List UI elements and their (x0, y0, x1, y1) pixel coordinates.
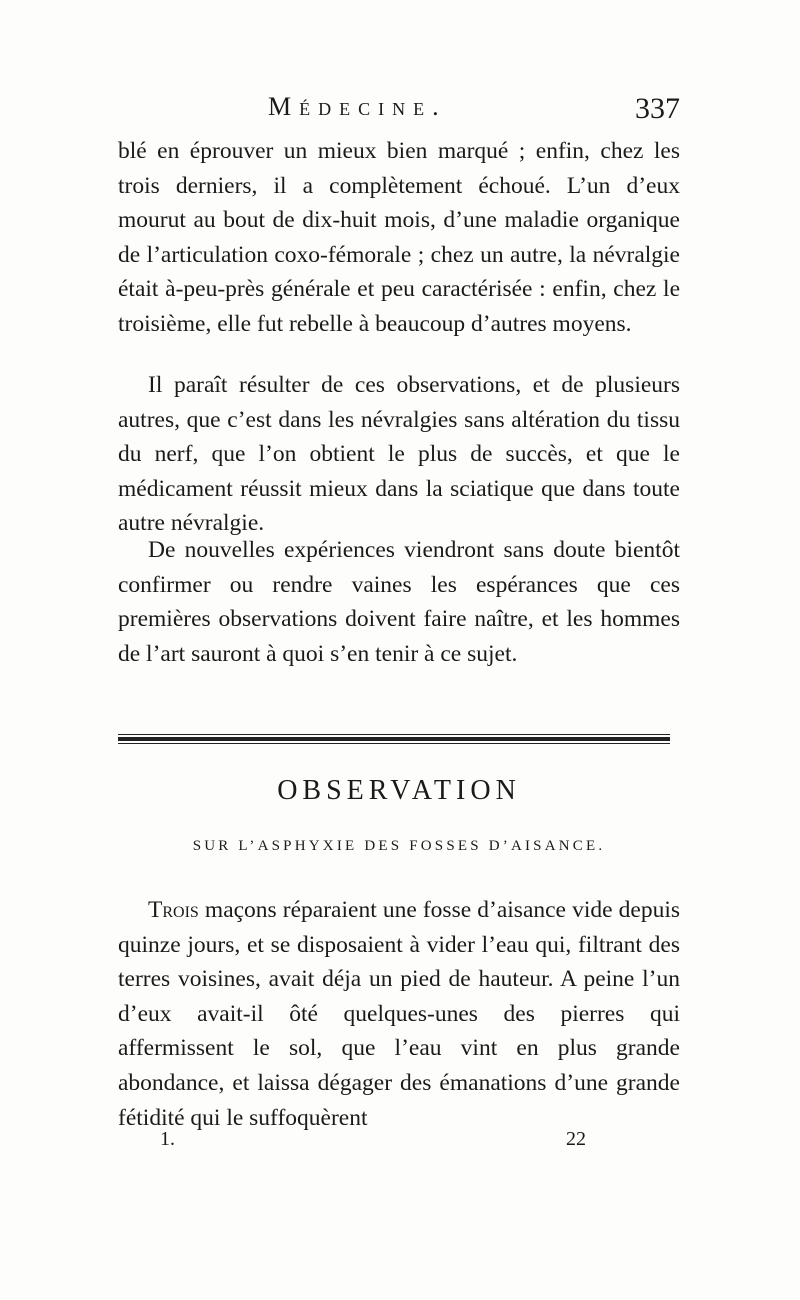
page-footer (118, 1128, 598, 1158)
paragraph-outlook (118, 533, 680, 671)
running-head (118, 92, 680, 132)
paragraph-text: blé en éprouver un mieux bien marqué ; enfin, chez les trois derniers, il a complètement échoué. L’un d’eux mourut au bout de dix-huit mois, d’une maladie organique de l’articulation coxo-fémorale ; chez un autre, la névralgie était à-peu-près générale et peu caractérisée : enfin, chez le troisième, elle fut rebelle à beaucoup d’autres moyens. (118, 138, 680, 337)
paragraph-text (118, 893, 680, 1135)
paragraph-observation (118, 893, 680, 1135)
signature-mark: 1. (160, 1128, 175, 1150)
signature-number: 22 (566, 1128, 586, 1150)
page-number: 337 (635, 92, 680, 125)
paragraph-conclusion (118, 368, 680, 541)
paragraph-continuation (118, 134, 680, 342)
lead-word: Trois (148, 897, 199, 923)
running-title: Médecine. (268, 92, 447, 121)
article-subtitle: SUR L’ASPHYXIE DES FOSSES D’AISANCE. (192, 838, 606, 854)
paragraph-body: maçons réparaient une fosse d’aisance vide depuis quinze jours, et se disposaient à vider l’eau qui, filtrant des terres voisines, avait déja un pied de hauteur. A peine l’un d’eux avait-il ôté quelques-unes des pierres qui affermissent le sol, que l’eau vint en plus grande abondance, et laissa dégager des émanations d’une grande fétidité qui le suffoquèrent (118, 897, 680, 1131)
paragraph-text: De nouvelles expériences viendront sans doute bientôt confirmer ou rendre vaines les espérances que ces premières observations doivent faire naître, et les hommes de l’art sauront à quoi s’en tenir à ce sujet. (118, 537, 680, 667)
section-divider-rule (118, 734, 670, 744)
paragraph-text: Il paraît résulter de ces observations, et de plusieurs autres, que c’est dans les névralgies sans altération du tissu du nerf, que l’on obtient le plus de succès, et que le médicament réussit mieux dans la sciatique que dans toute autre névralgie. (118, 372, 680, 537)
article-title: OBSERVATION (277, 775, 521, 806)
